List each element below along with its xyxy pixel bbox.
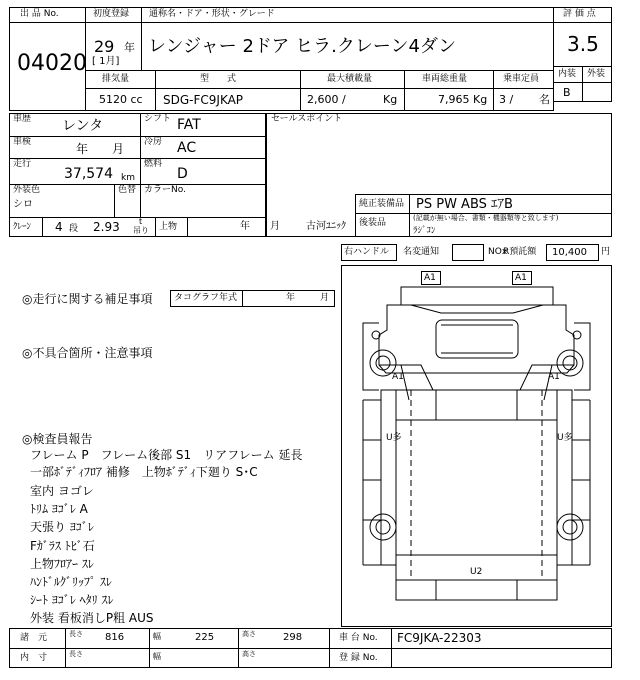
reg-month: [ 1月] [92,56,120,67]
name-change-label: 名変通知 [403,247,440,257]
report-line: 天張り ﾖｺﾞﾚ [30,520,94,534]
nox-label: NOx [488,247,508,257]
defect-title: ◎不具合箇所・注意事項 [22,346,153,360]
displacement-label: 排気量 [102,74,130,84]
ac-value: AC [177,140,197,156]
crane-stage: 4 [55,220,63,234]
inspection-value: 年 月 [76,142,125,156]
fuel-value: D [177,166,188,182]
report-line: 一部ﾎﾞﾃﾞｨﾌﾛｱ 補修 上物ﾎﾞﾃﾞｨ下廻り S･C [30,465,258,479]
report-line: Fｶﾞﾗｽ ﾄﾋﾞ石 [30,539,95,553]
vehicle-name: レンジャー 2ドア ヒラ.クレーン4ダン [148,36,457,57]
interior-length-label: 長さ [69,650,83,658]
height-label: 高さ [242,630,256,638]
sales-point-label: セールスポイント [271,114,343,124]
model-value: SDG-FC9JKAP [163,93,244,107]
chassis-value: FC9JKA-22303 [397,631,482,645]
interior-height-label: 高さ [242,650,256,658]
displacement-value: 5120 cc [99,93,143,106]
bed-left-mark: U多 [386,433,402,443]
tacho-year: 年 [286,293,296,303]
weight-value: 7,965 Kg [438,93,488,106]
lot-label: 出 品 No. [20,9,59,19]
steering-value: 右ハンドル [344,247,390,257]
dims-label: 諸 元 [20,633,48,643]
tacho-label: タコグラフ年式 [174,293,238,303]
load-label: 最大積載量 [327,74,373,84]
mileage-label: 走行 [13,159,32,169]
front-left-mark: A1 [424,273,436,283]
capacity-value: 3 / [499,93,514,106]
length-value: 816 [105,632,125,643]
inspection-label: 車検 [13,137,32,147]
mileage-unit: km [121,173,135,183]
color-code-label: カラーNo. [144,185,186,195]
shift-value: FAT [177,117,201,133]
ac-label: 冷房 [144,137,163,147]
load-unit: Kg [383,93,398,106]
side-left-front-mark: A1 [392,372,404,382]
report-line: 外装 看板消しP粗 AUS [30,611,154,625]
interior-grade-label: 内装 [558,69,577,79]
reg-label: 初度登録 [93,9,130,19]
recycle-label: R預託額 [503,247,537,257]
lot-number: 04020 [17,51,87,76]
reg-year: 29 [94,37,115,56]
name-label: 通称名・ドア・形状・グレード [149,9,275,19]
color-label: 外装色 [13,185,41,195]
history-label: 車歴 [13,114,32,124]
aftermarket-value: ﾗｼﾞｺﾝ [413,226,436,236]
interior-width-label: 幅 [153,652,161,661]
interior-grade-value: B [563,86,571,99]
tacho-month: 月 [320,293,330,303]
info-frame [9,113,266,237]
report-line: 上物ﾌﾛｱｰ ｽﾚ [30,557,94,571]
registration-label: 登 録 No. [339,653,378,663]
report-line: ﾊﾝﾄﾞﾙｸﾞﾘｯﾌﾟ ｽﾚ [30,575,112,589]
report-line: ﾄﾘﾑ ﾖｺﾞﾚ A [30,502,88,516]
crane-lift-unit: 吊り [133,226,149,235]
aftermarket-note: (記載が無い場合、書類・機器類等と致します) [413,214,559,222]
reg-year-unit: 年 [124,41,135,54]
color-change-label: 色替 [118,185,137,195]
shift-label: シフト [144,114,172,124]
side-right-front-mark: A1 [548,372,560,382]
weight-label: 車両総重量 [422,74,468,84]
report-line: フレーム P フレーム後部 S1 リアフレーム 延長 [30,448,303,462]
crane-ton-unit: t [139,217,143,226]
front-right-mark: A1 [515,273,527,283]
equipment-label: 純正装備品 [359,199,405,209]
exterior-grade-label: 外装 [587,69,606,79]
equipment-value: PS PW ABS ｴｱB [416,197,513,212]
grade-label: 評 価 点 [563,9,596,19]
fuel-label: 燃料 [144,159,163,169]
yen-label: 円 [601,247,611,257]
mileage-value: 37,574 [64,166,113,182]
name-change-box [452,244,484,261]
report-line: 室内 ヨゴレ [30,484,94,498]
crane-stage-unit: 段 [69,224,79,234]
history-value: レンタ [62,118,104,134]
height-value: 298 [283,632,303,643]
upper-maker: 古河ﾕﾆｯｸ [306,221,346,232]
color-value: シロ [13,199,33,210]
rear-mark: U2 [470,567,483,577]
load-value: 2,600 / [307,93,346,106]
report-title: ◎検査員報告 [22,432,93,446]
crane-tonnage: 2.93 [93,220,120,234]
capacity-label: 乗車定員 [503,74,540,84]
capacity-unit: 名 [539,93,550,106]
model-label: 型 式 [200,74,237,84]
supplement-title: ◎走行に関する補足事項 [22,292,153,306]
interior-dims-label: 内 寸 [20,653,48,663]
crane-label: ｸﾚｰﾝ [13,222,32,232]
width-value: 225 [195,632,215,643]
grade-score: 3.5 [567,32,599,56]
width-label: 幅 [153,632,161,641]
recycle-value: 10,400 [552,247,587,258]
upper-label: 上物 [159,222,178,232]
report-line: ｼｰﾄ ﾖｺﾞﾚ ﾍﾀﾘ ｽﾚ [30,593,114,607]
chassis-label: 車 台 No. [339,633,378,643]
bed-right-mark: U多 [557,433,573,443]
length-label: 長さ [69,630,83,638]
aftermarket-label: 後装品 [359,218,387,228]
upper-date: 年 月 [240,221,280,232]
